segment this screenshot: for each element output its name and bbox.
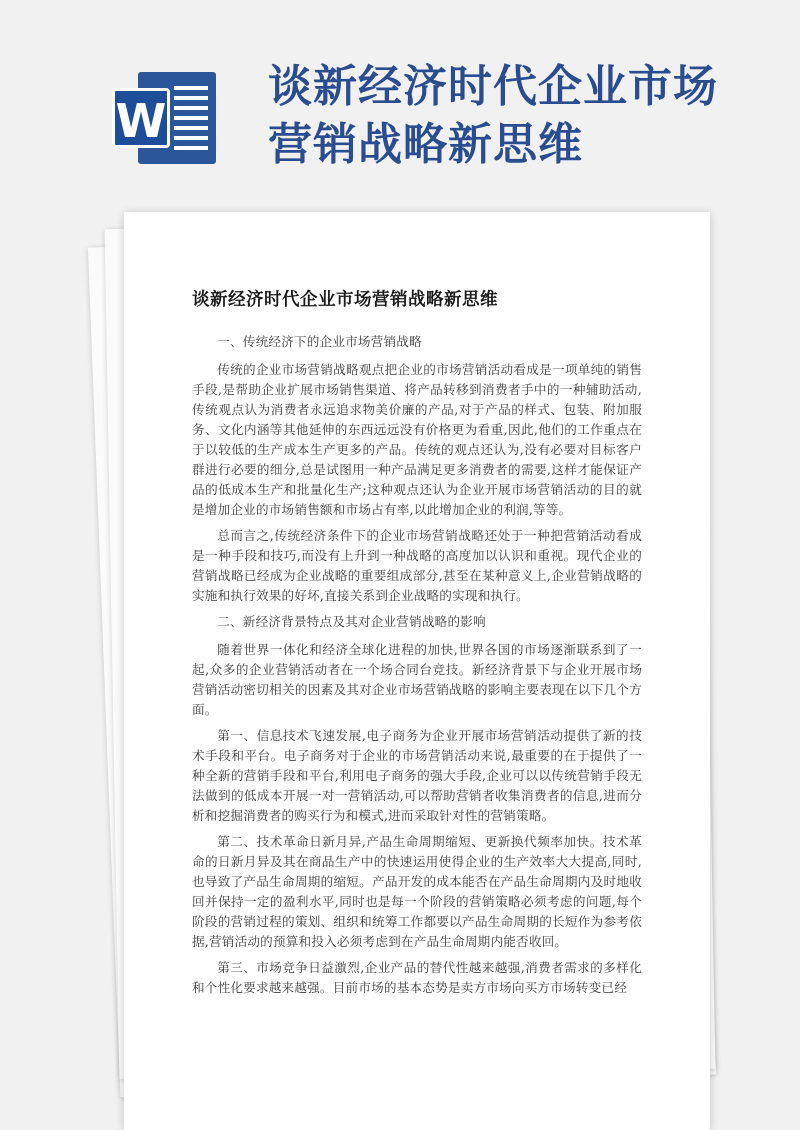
paragraph: 第一、信息技术飞速发展,电子商务为企业开展市场营销活动提供了新的技术手段和平台。电子商务对于企业的市场营销活动来说,最重要的在于提供了一种全新的营销手段和平台,利用电子商务的强大手段,企业可以以传统营销手段无法做到的低成本开展一对一营销活动,可以帮助营销者收集消费者的信息,进而分析和挖掘消费者的购买行为和模式,进而采取针对性的营销策略。 xyxy=(192,728,642,823)
section-heading: 一、传统经济下的企业市场营销战略 xyxy=(217,334,422,349)
paragraph: 第二、技术革命日新月异,产品生命周期缩短、更新换代频率加快。技术革命的日新月异及其在商品生产中的快速运用使得企业的生产效率大大提高,同时,也导致了产品生命周期的缩短。产品开发的成本能否在产品生命周期内及时地收回并保持一定的盈利水平,同时也是每一个阶段的营销策略必须考虑的问题,每个阶段的营销过程的策划、组织和统筹工作都要以产品生命周期的长短作为参考依据,营销活动的预算和投入必须考虑到在产品生命周期内能否收回。 xyxy=(192,834,642,949)
document-body xyxy=(192,330,642,1004)
section-heading: 二、新经济背景特点及其对企业营销战略的影响 xyxy=(217,614,486,629)
paragraph: 随着世界一体化和经济全球化进程的加快,世界各国的市场逐渐联系到了一起,众多的企业营销活动者在一个场合同台竞技。新经济背景下与企业开展市场营销活动密切相关的因素及其对企业市场营销战略的影响主要表现在以下几个方面。 xyxy=(192,642,642,717)
paragraph: 第三、市场竞争日益激烈,企业产品的替代性越来越强,消费者需求的多样化和个性化要求越来越强。目前市场的基本态势是卖方市场向买方市场转变已经 xyxy=(192,960,642,995)
document-title: 谈新经济时代企业市场营销战略新思维 xyxy=(192,290,498,310)
paragraph: 传统的企业市场营销战略观点把企业的市场营销活动看成是一项单纯的销售手段,是帮助企业扩展市场销售渠道、将产品转移到消费者手中的一种辅助活动,传统观点认为消费者永远追求物美价廉的产品,对于产品的样式、包装、附加服务、文化内涵等其他延伸的东西远远没有价格更为看重,因此,他们的工作重点在于以较低的生产成本生产更多的产品。传统的观点还认为,没有必要对目标客户群进行必要的细分,总是试图用一种产品满足更多消费者的需要,这样才能保证产品的低成本生产和批量化生产;这种观点还认为企业开展市场营销活动的目的就是增加企业的市场销售额和市场占有率,以此增加企业的利润,等等。 xyxy=(192,362,642,517)
word-logo xyxy=(112,72,216,164)
word-logo-letter: W xyxy=(112,88,170,148)
banner-title: 谈新经济时代企业市场营销战略新思维 xyxy=(268,61,718,170)
paragraph: 总而言之,传统经济条件下的企业市场营销战略还处于一种把营销活动看成是一种手段和技巧,而没有上升到一种战略的高度加以认识和重视。现代企业的营销战略已经成为企业战略的重要组成部分,甚至在某种意义上,企业营销战略的实施和执行效果的好坏,直接关系到企业战略的实现和执行。 xyxy=(192,528,642,603)
document-page xyxy=(124,212,710,1130)
